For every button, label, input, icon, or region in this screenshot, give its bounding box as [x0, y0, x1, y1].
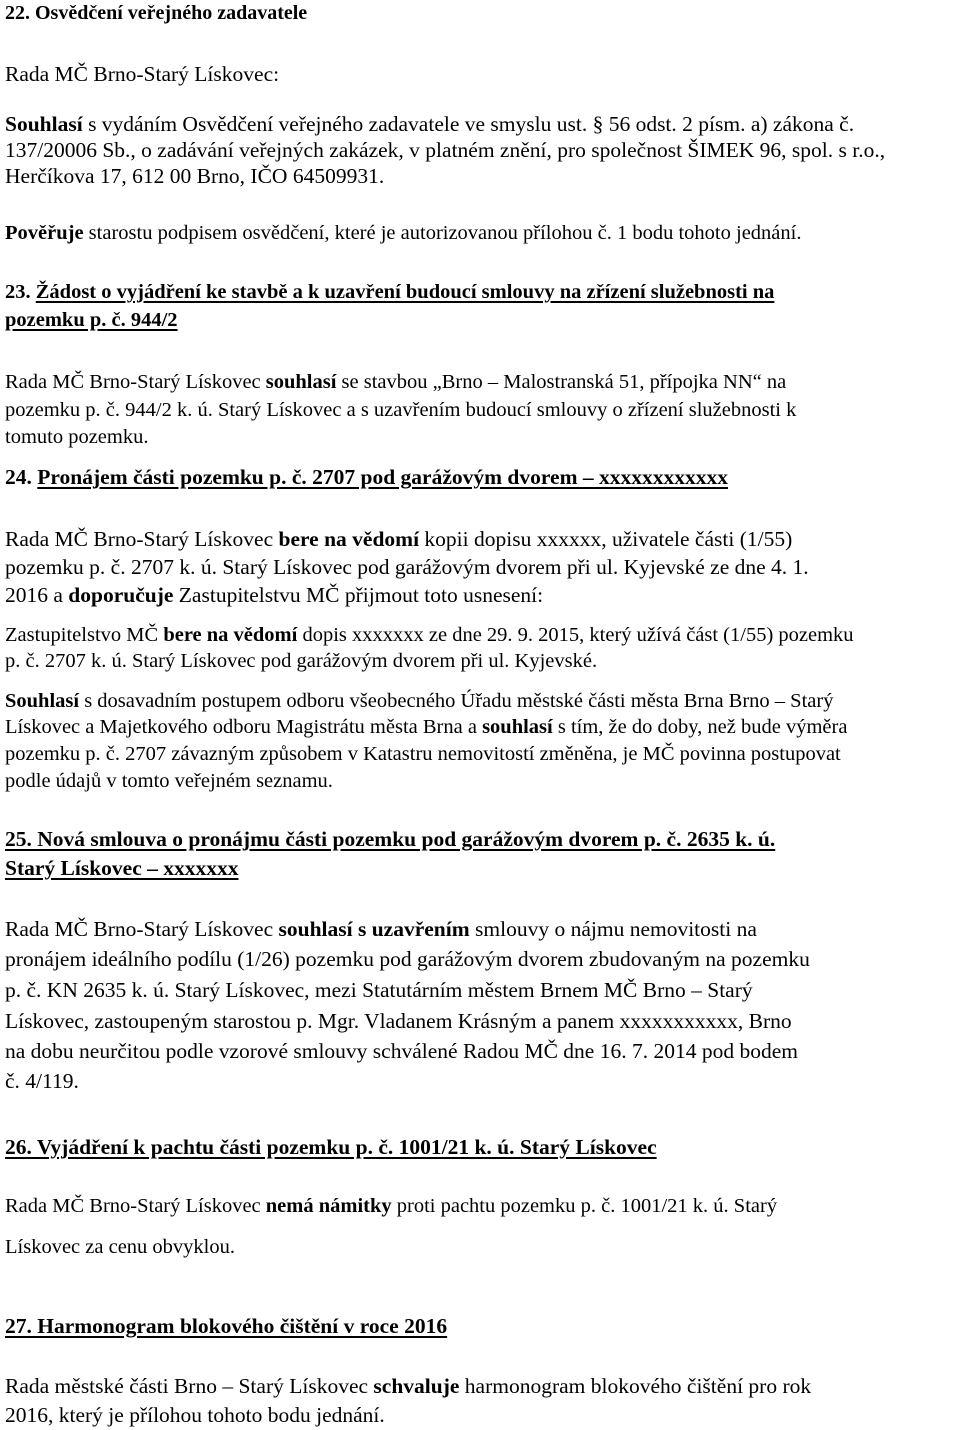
section-24-line1	[5, 526, 792, 552]
section-23-line3: tomuto pozemku.	[5, 426, 149, 448]
section-title: Pronájem části pozemku p. č. 2707 pod garážovým dvorem – xxxxxxxxxxxx	[37, 465, 728, 489]
section-22-p1-line3: Herčíkova 17, 612 00 Brno, IČO 64509931.	[5, 164, 385, 188]
text: Rada MČ Brno-Starý Lískovec	[5, 1195, 266, 1217]
text: s tím, že do doby, než bude výměra	[552, 716, 848, 738]
section-25-heading-line2: Starý Lískovec – xxxxxxx	[5, 856, 239, 880]
section-title: pozemku p. č. 944/2	[5, 309, 178, 331]
keyword-souhlasi-s-uzavrenim: souhlasí s uzavřením	[278, 917, 470, 941]
text: harmonogram blokového čištění pro rok	[459, 1374, 812, 1398]
section-24-line9: podle údajů v tomto veřejném seznamu.	[5, 770, 333, 792]
section-23-heading-line2	[5, 307, 178, 333]
section-25-line1	[5, 916, 757, 942]
text: s dosavadním postupem odboru všeobecného Úřadu městské části města Brna Brno – Starý	[79, 690, 834, 712]
text: Rada MČ Brno-Starý Lískovec	[5, 371, 266, 393]
section-24-line8: pozemku p. č. 2707 závazným způsobem v Katastru nemovitostí změněna, je MČ povinna postupovat	[5, 743, 841, 765]
text: Zastupitelstvu MČ přijmout toto usnesení:	[173, 583, 544, 607]
text: Rada městské části Brno – Starý Lískovec	[5, 1374, 374, 1398]
text: Rada MČ Brno-Starý Lískovec	[5, 917, 279, 941]
section-22-body: Rada MČ Brno-Starý Lískovec:	[5, 62, 280, 86]
section-26-heading: 26. Vyjádření k pachtu části pozemku p. č. 1001/21 k. ú. Starý Lískovec	[5, 1135, 657, 1159]
section-27-line1	[5, 1373, 811, 1399]
section-24-line5: p. č. 2707 k. ú. Starý Lískovec pod garážovým dvorem při ul. Kyjevské.	[5, 650, 598, 672]
section-22-p2	[5, 220, 801, 246]
text: Zastupitelstvo MČ	[5, 624, 164, 646]
text: dopis xxxxxxx ze dne 29. 9. 2015, který užívá část (1/55) pozemku	[297, 624, 854, 646]
keyword-souhlasi: souhlasí	[482, 716, 553, 738]
keyword-doporucuje: doporučuje	[68, 583, 174, 607]
section-25-line4: Lískovec, zastoupeným starostou p. Mgr. Vladanem Krásným a panem xxxxxxxxxxx, Brno	[5, 1009, 792, 1033]
section-23-line2: pozemku p. č. 944/2 k. ú. Starý Lískovec a s uzavřením budoucí smlouvy o zřízení služebnosti k	[5, 399, 797, 421]
section-25-heading-line1: 25. Nová smlouva o pronájmu části pozemku pod garážovým dvorem p. č. 2635 k. ú.	[5, 827, 776, 851]
keyword-nema-namitky: nemá námitky	[265, 1195, 392, 1217]
section-22-heading: 22. Osvědčení veřejného zadavatele	[5, 2, 308, 24]
section-24-line6	[5, 688, 833, 714]
keyword-souhlasi: Souhlasí	[5, 690, 80, 712]
keyword-poveruje: Pověřuje	[5, 222, 84, 244]
keyword-schvaluje: schvaluje	[373, 1374, 460, 1398]
keyword-bere-na-vedomi: bere na vědomí	[278, 527, 420, 551]
section-24-line4	[5, 622, 854, 648]
text: Rada MČ Brno-Starý Lískovec	[5, 527, 279, 551]
keyword-souhlasi: Souhlasí	[5, 112, 83, 136]
section-number: 24.	[5, 465, 38, 489]
text: 2016 a	[5, 583, 69, 607]
section-25-line5: na dobu neurčitou podle vzorové smlouvy schválené Radou MČ dne 16. 7. 2014 pod bodem	[5, 1039, 798, 1063]
keyword-bere-na-vedomi: bere na vědomí	[163, 624, 298, 646]
text: Lískovec a Majetkového odboru Magistrátu města Brna a	[5, 716, 483, 738]
section-27-line2: 2016, který je přílohou tohoto bodu jednání.	[5, 1403, 385, 1427]
text: kopii dopisu xxxxxx, uživatele části (1/55)	[419, 527, 793, 551]
section-26-line2: Lískovec za cenu obvyklou.	[5, 1236, 235, 1258]
text: starostu podpisem osvědčení, které je autorizovanou přílohou č. 1 bodu tohoto jednání.	[83, 222, 802, 244]
text: smlouvy o nájmu nemovitosti na	[469, 917, 757, 941]
section-number: 23.	[5, 281, 36, 303]
section-26-line1	[5, 1193, 777, 1219]
section-24-line7	[5, 714, 847, 740]
section-25-line3: p. č. KN 2635 k. ú. Starý Lískovec, mezi Statutárním městem Brnem MČ Brno – Starý	[5, 978, 753, 1002]
section-23-heading-line1	[5, 279, 774, 305]
section-22-p1-line2: 137/20006 Sb., o zadávání veřejných zakázek, v platném znění, pro společnost ŠIMEK 96, spol. s r.o.,	[5, 138, 886, 162]
text: s vydáním Osvědčení veřejného zadavatele ve smyslu ust. § 56 odst. 2 písm. a) zákona č.	[82, 112, 855, 136]
section-title: Žádost o vyjádření ke stavbě a k uzavření budoucí smlouvy na zřízení služebnosti na	[35, 281, 775, 303]
section-25-line6: č. 4/119.	[5, 1069, 79, 1093]
section-27-heading: 27. Harmonogram blokového čištění v roce 2016	[5, 1314, 448, 1338]
section-22-p1-line1	[5, 111, 854, 137]
section-24-heading	[5, 464, 728, 490]
keyword-souhlasi: souhlasí	[265, 371, 337, 393]
section-24-line3	[5, 582, 543, 608]
text: proti pachtu pozemku p. č. 1001/21 k. ú. Starý	[391, 1195, 778, 1217]
section-24-line2: pozemku p. č. 2707 k. ú. Starý Lískovec pod garážovým dvorem při ul. Kyjevské ze dne 4. 1.	[5, 555, 809, 579]
section-25-line2: pronájem ideálního podílu (1/26) pozemku pod garážovým dvorem zbudovaným na pozemku	[5, 947, 810, 971]
text: se stavbou „Brno – Malostranská 51, přípojka NN“ na	[336, 371, 787, 393]
section-23-line1	[5, 369, 786, 395]
